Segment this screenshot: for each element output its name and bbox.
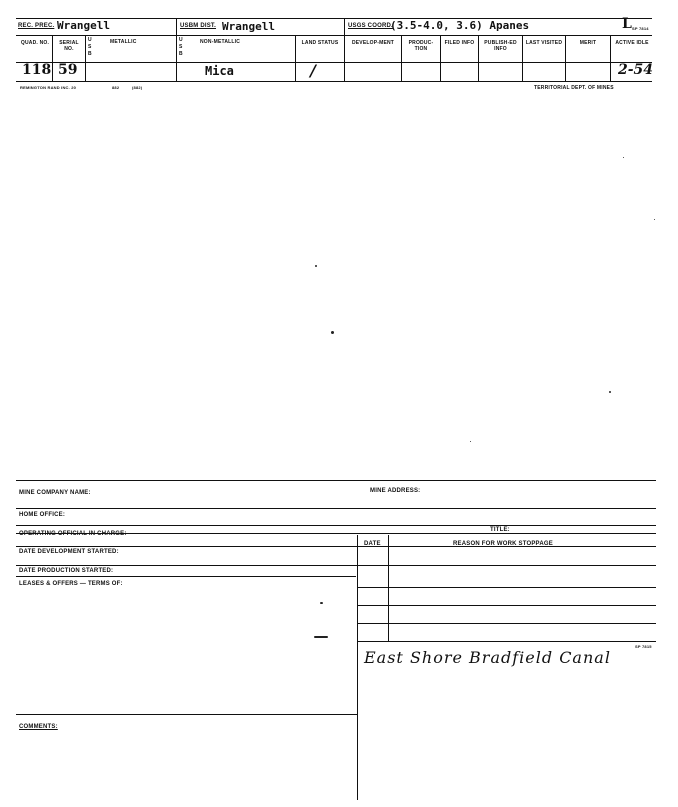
quad-no-value: 118 [22,62,52,78]
col-development: DEVELOP-MENT [351,40,395,46]
department-imprint: TERRITORIAL DEPT. OF MINES [534,85,614,91]
home-office-label: HOME OFFICE: [19,512,66,518]
usgs-coord-value: (3.5-4.0, 3.6) Apanes [390,19,530,32]
land-status-value: / [310,61,316,80]
col-usb2-b: B [179,51,183,57]
pencil-mark [314,636,328,638]
col-usb2-s: S [179,44,183,50]
col-last-visited: LAST VISITED [525,40,563,46]
date-production-label: DATE PRODUCTION STARTED: [19,568,114,574]
speck [654,219,655,220]
mine-address-label: MINE ADDRESS: [370,488,421,494]
date-development-label: DATE DEVELOPMENT STARTED: [19,549,119,555]
leases-offers-label: LEASES & OFFERS — TERMS OF: [19,581,123,587]
mine-company-name-label: MINE COMPANY NAME: [19,490,91,496]
col-published-info: PUBLISH-ED INFO [484,40,517,52]
serial-no-value: 59 [58,62,78,78]
speck [623,157,624,158]
reason-column-header: REASON FOR WORK STOPPAGE [453,541,553,547]
operating-official-label: OPERATING OFFICIAL IN CHARGE: [19,531,127,537]
corner-mark: L [622,16,632,32]
non-metallic-value: Mica [205,64,234,78]
title-label: TITLE: [490,527,510,533]
col-merit: MERIT [579,40,597,46]
speck [315,265,317,267]
active-idle-value: 2-54 [618,62,654,78]
col-land-status: LAND STATUS [301,40,339,46]
form-number: SP 7814 [632,26,649,31]
col-usb-b: B [88,51,92,57]
col-non-metallic: NON-METALLIC [200,39,241,45]
col-usb-u: U [88,37,92,43]
usbm-dist-label: USBM DIST. [180,23,217,29]
usbm-dist-value: Wrangell [222,20,275,33]
speck [609,391,611,393]
usgs-coord-label: USGS COORD. [348,23,393,29]
handwritten-location: East Shore Bradfield Canal [364,648,611,667]
date-column-header: DATE [364,541,381,547]
col-filed-info: FILED INFO [444,40,475,46]
speck [331,331,334,334]
speck [470,441,471,442]
printer-code: 882 [112,85,120,90]
col-usb2-u: U [179,37,183,43]
back-form-number: SP 7815 [635,644,652,649]
col-usb-s: S [88,44,92,50]
speck [320,602,323,604]
col-quad-no: QUAD. NO. [20,40,50,46]
col-metallic: METALLIC [110,39,137,45]
col-serial-no: SERIAL NO. [59,40,79,52]
col-production: PRODUC-TION [408,40,434,52]
rec-prec-value: Wrangell [57,19,110,32]
printer-code-secondary: (882) [132,85,143,90]
printer-imprint: REMINGTON RAND INC. 20 [20,85,77,90]
rec-prec-label: REC. PREC. [18,23,55,29]
comments-label: COMMENTS: [19,724,58,730]
col-active-idle: ACTIVE IDLE [615,40,649,46]
